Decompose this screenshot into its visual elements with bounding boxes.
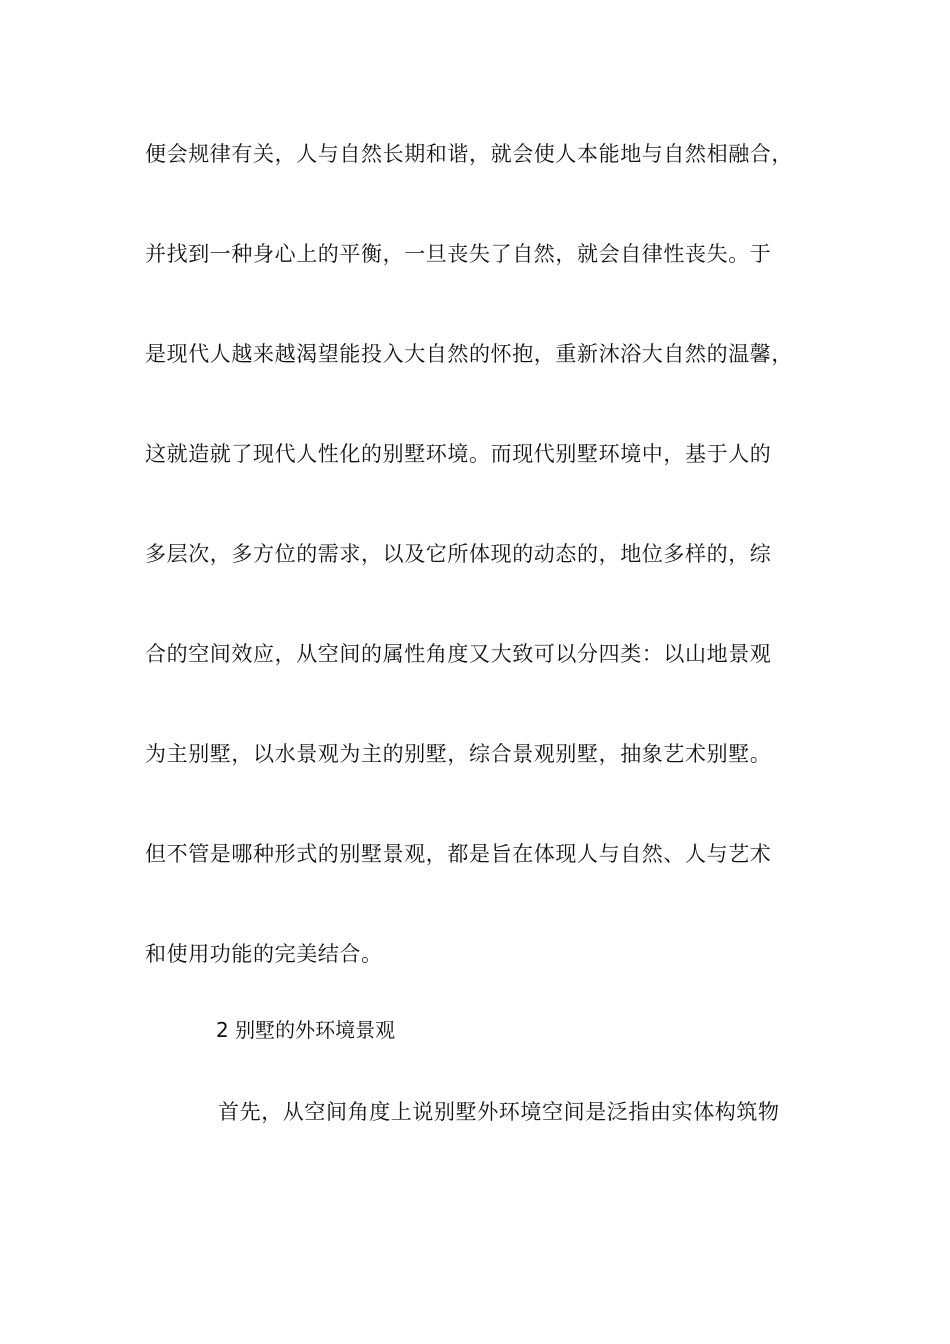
paragraph-line: 多层次，多方位的需求，以及它所体现的动态的，地位多样的，综 xyxy=(145,542,772,566)
paragraph-line: 便会规律有关，人与自然长期和谐，就会使人本能地与自然相融合， xyxy=(145,142,793,166)
paragraph-line: 为主别墅，以水景观为主的别墅，综合景观别墅，抽象艺术别墅。 xyxy=(145,742,772,766)
paragraph-line: 和使用功能的完美结合。 xyxy=(145,942,383,966)
section-heading: 2 别墅的外环境景观 xyxy=(216,1018,396,1042)
paragraph-line: 是现代人越来越渴望能投入大自然的怀抱，重新沐浴大自然的温馨， xyxy=(145,342,793,366)
paragraph-first-line: 首先，从空间角度上说别墅外环境空间是泛指由实体构筑物 xyxy=(218,1100,780,1124)
paragraph-line: 但不管是哪种形式的别墅景观，都是旨在体现人与自然、人与艺术 xyxy=(145,842,772,866)
paragraph-line: 合的空间效应，从空间的属性角度又大致可以分四类：以山地景观 xyxy=(145,642,772,666)
paragraph-line: 并找到一种身心上的平衡，一旦丧失了自然，就会自律性丧失。于 xyxy=(145,242,772,266)
paragraph-line: 这就造就了现代人性化的别墅环境。而现代别墅环境中，基于人的 xyxy=(145,442,772,466)
